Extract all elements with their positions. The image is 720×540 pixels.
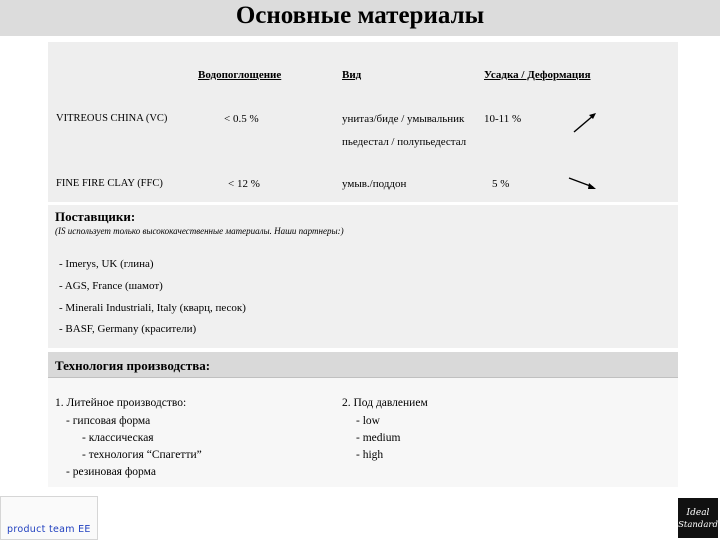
suppliers-title: Поставщики: — [55, 209, 136, 224]
type-vc-2: пьедестал / полупьедестал — [342, 136, 467, 148]
tech-left-line: - технология “Спагетти” — [82, 449, 202, 461]
supplier-item: - Imerys, UK (глина) — [59, 258, 154, 270]
type-vc: унитаз/биде / умывальник — [342, 113, 465, 125]
header-shrinkage: Усадка / Деформация — [484, 69, 591, 81]
shrinkage-vc: 10-11 % — [484, 113, 522, 125]
svg-text:Ideal: Ideal — [686, 508, 710, 518]
supplier-item: - AGS, France (шамот) — [59, 280, 163, 292]
type-ffc: умыв./поддон — [342, 178, 407, 190]
tech-right-line: - medium — [356, 432, 401, 444]
shrinkage-ffc: 5 % — [492, 178, 510, 190]
arrow-down-right-icon — [566, 174, 600, 192]
slide-title: Основные материалы — [235, 2, 485, 29]
absorption-vc: < 0.5 % — [224, 113, 259, 125]
tech-right-line: - high — [356, 449, 384, 461]
suppliers-note: (IS использует только высококачественные материалы. Наши партнеры:) — [55, 226, 344, 236]
tech-left-line: 1. Литейное производство: — [55, 397, 187, 409]
header-type: Вид — [342, 69, 362, 81]
tech-right-line: 2. Под давлением — [342, 397, 428, 409]
material-vc: VITREOUS CHINA (VC) — [56, 113, 168, 124]
supplier-item: - Minerali Industriali, Italy (кварц, песок) — [59, 302, 246, 314]
tech-left-line: - гипсовая форма — [66, 415, 151, 427]
tech-right-line: - low — [356, 415, 380, 427]
tech-left-line: - классическая — [82, 432, 154, 444]
header-absorption: Водопоглощение — [198, 69, 282, 81]
arrow-up-right-icon — [570, 110, 600, 136]
svg-text:Standard: Standard — [678, 520, 718, 530]
technology-title: Технология производства: — [55, 358, 211, 373]
material-ffc: FINE FIRE CLAY (FFC) — [56, 178, 163, 189]
tech-left-line: - резиновая форма — [66, 466, 156, 478]
supplier-item: - BASF, Germany (красители) — [59, 323, 197, 335]
absorption-ffc: < 12 % — [228, 178, 260, 190]
brand-logo — [678, 498, 718, 538]
footer-team-label: product team EE — [7, 524, 91, 535]
